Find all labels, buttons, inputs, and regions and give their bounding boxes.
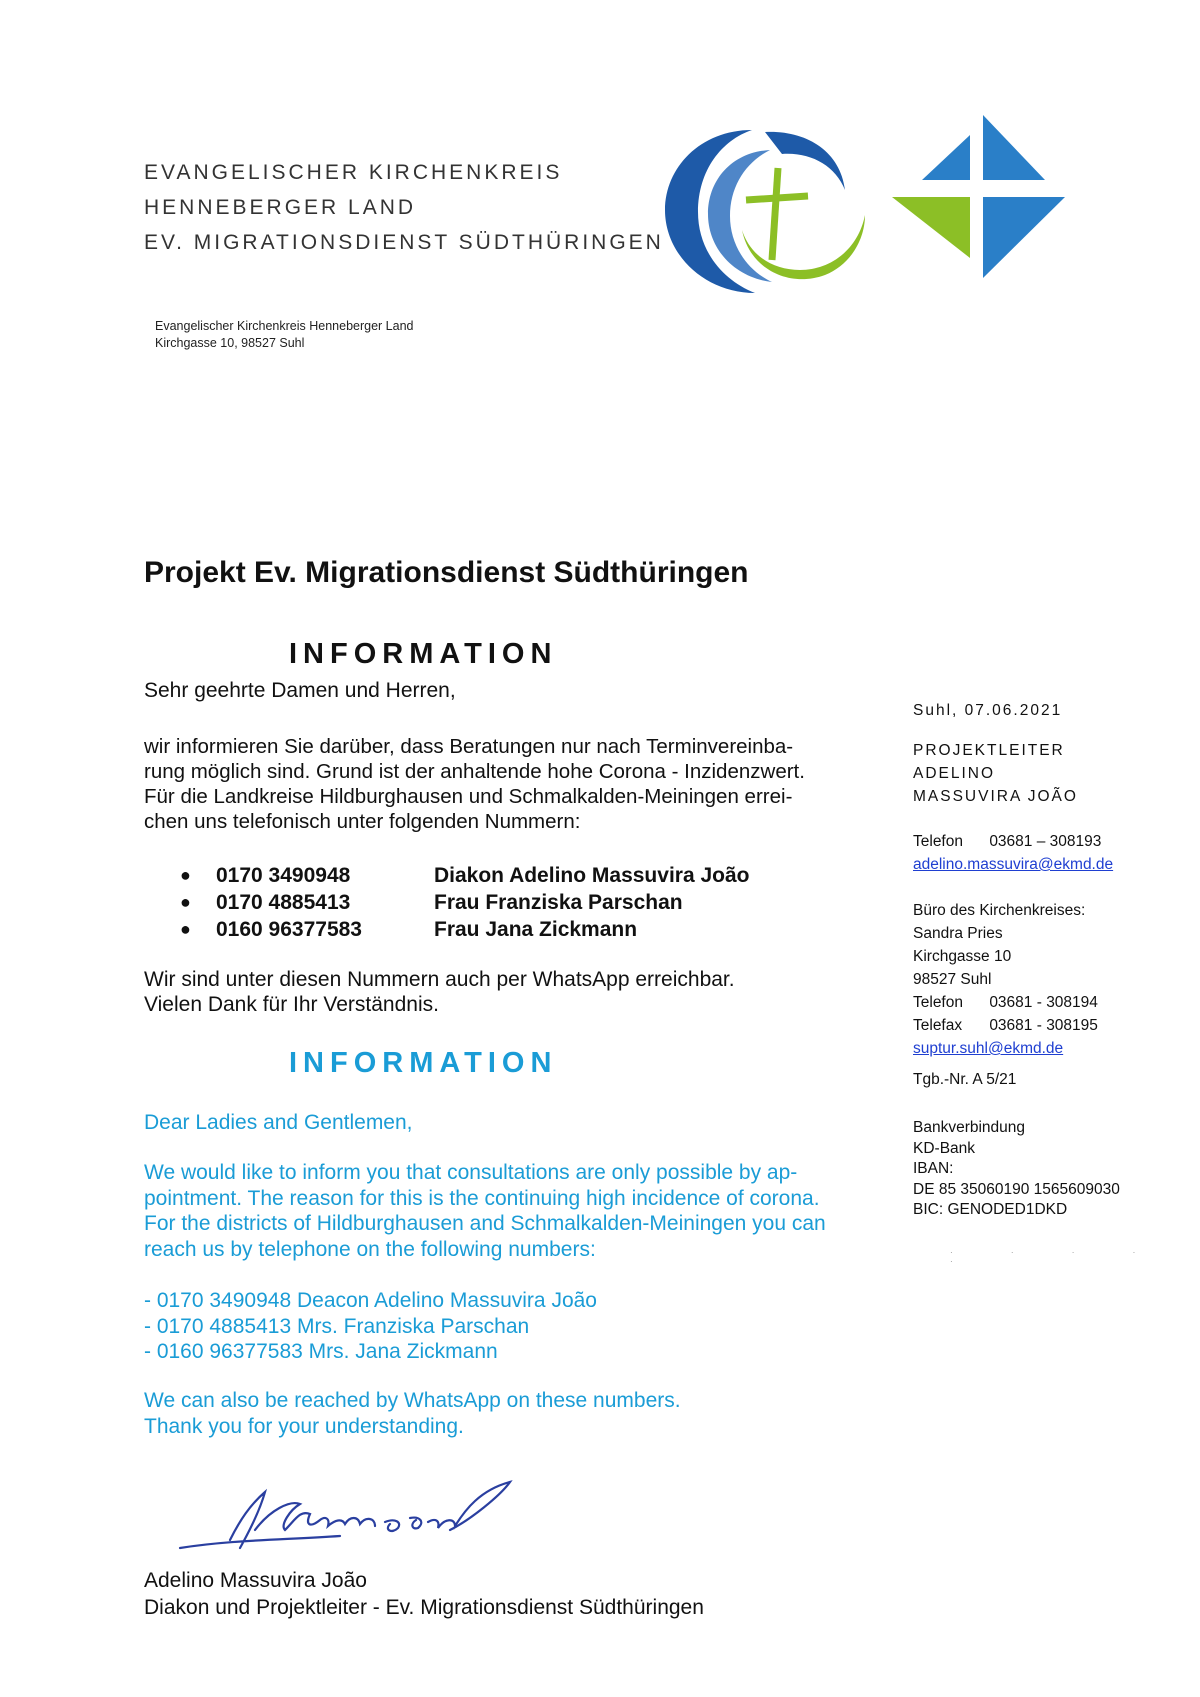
lead-contact (913, 830, 1113, 876)
thanks-line: Vielen Dank für Ihr Verständnis. (144, 993, 439, 1016)
office-phone (913, 991, 1098, 1014)
logos (660, 110, 1100, 310)
sender-line: Evangelischer Kirchenkreis Henneberger Land (155, 319, 414, 333)
org-line: HENNEBERGER LAND (144, 196, 417, 219)
paragraph-line: reach us by telephone on the following numbers: (144, 1237, 596, 1261)
org-line: EV. MIGRATIONSDIENST SÜDTHÜRINGEN (144, 231, 664, 254)
paragraph-line: chen uns telefonisch unter folgenden Nummern: (144, 810, 581, 833)
paragraph-en (144, 1160, 884, 1262)
project-lead (913, 739, 1078, 808)
phone-value: 03681 - 308194 (989, 994, 1098, 1011)
whatsapp-line: We can also be reached by WhatsApp on these numbers. (144, 1389, 681, 1412)
whatsapp-line: Wir sind unter diesen Nummern auch per WhatsApp erreichbar. (144, 968, 735, 991)
letter-date: Suhl, 07.06.2021 (913, 702, 1063, 719)
bullet-icon: ● (180, 892, 191, 912)
fax-value: 03681 - 308195 (989, 1017, 1098, 1034)
thanks-line: Thank you for your understanding. (144, 1414, 464, 1438)
iban-value: DE 85 35060190 1565609030 (913, 1180, 1120, 1198)
phone-value: 03681 – 308193 (989, 833, 1102, 850)
phone-number: 0160 96377583 (216, 917, 362, 941)
signer-role: Diakon und Projektleiter - Ev. Migrationsdienst Südthüringen (144, 1596, 704, 1619)
sender-address (155, 318, 413, 352)
paragraph-line: rung möglich sind. Grund ist der anhaltende hohe Corona - Inzidenzwert. (144, 760, 805, 783)
phone-label: Telefon (913, 833, 963, 850)
phone-number: 0170 3490948 (216, 863, 351, 887)
project-lead-line: ADELINO (913, 765, 996, 782)
phone-number: 0170 4885413 (216, 890, 351, 914)
project-lead-line: PROJEKTLEITER (913, 742, 1065, 759)
list-item (180, 916, 749, 943)
contact-name: Frau Jana Zickmann (434, 917, 638, 941)
paragraph-line: Für die Landkreise Hildburghausen und Schmalkalden-Meiningen errei- (144, 785, 793, 808)
organization-name (144, 155, 664, 260)
org-line: EVANGELISCHER KIRCHENKREIS (144, 161, 563, 184)
paragraph-line: We would like to inform you that consultations are only possible by ap- (144, 1161, 798, 1184)
list-item (180, 889, 749, 916)
office-street: Kirchgasse 10 (913, 948, 1012, 965)
greeting-de: Sehr geehrte Damen und Herren, (144, 679, 456, 702)
church-logo-icon (660, 110, 1100, 305)
decorative-dots: · · · · · (950, 1248, 1164, 1266)
project-lead-line: MASSUVIRA JOÃO (913, 788, 1078, 805)
list-item (180, 862, 749, 889)
blue-triangle-icon (983, 197, 1065, 278)
page-title: Projekt Ev. Migrationsdienst Südthüringen (144, 556, 749, 589)
cross-vertical-icon (772, 168, 778, 260)
signer (144, 1567, 704, 1621)
lead-email-link[interactable]: adelino.massuvira@ekmd.de (913, 856, 1114, 873)
office-name: Sandra Pries (913, 925, 1003, 942)
paragraph-line: pointment. The reason for this is the continuing high incidence of corona. (144, 1186, 820, 1210)
fax-label: Telefax (913, 1017, 963, 1034)
heading-information-en: INFORMATION (289, 1047, 558, 1079)
heading-information-de: INFORMATION (289, 638, 558, 670)
reference-number: Tgb.-Nr. A 5/21 (913, 1071, 1017, 1088)
iban-label: IBAN: (913, 1160, 954, 1177)
contact-name: Frau Franziska Parschan (434, 890, 683, 914)
sender-line: Kirchgasse 10, 98527 Suhl (155, 336, 305, 350)
signer-name: Adelino Massuvira João (144, 1569, 367, 1592)
bullet-icon: ● (180, 865, 191, 885)
office-contact (913, 899, 1098, 1060)
bank-name: KD-Bank (913, 1139, 976, 1157)
list-item: - 0170 3490948 Deacon Adelino Massuvira João (144, 1289, 597, 1312)
phone-label: Telefon (913, 994, 963, 1011)
green-swoosh-icon (742, 215, 865, 279)
office-heading: Büro des Kirchenkreises: (913, 902, 1086, 919)
cross-horizontal-icon (746, 196, 808, 200)
paragraph-de (144, 734, 874, 834)
office-email-link[interactable]: suptur.suhl@ekmd.de (913, 1040, 1064, 1057)
lead-phone (913, 830, 1113, 853)
paragraph-line: For the districts of Hildburghausen and Schmalkalden-Meiningen you can (144, 1212, 826, 1235)
bic-value: BIC: GENODED1DKD (913, 1201, 1068, 1218)
blue-triangle-icon (922, 135, 970, 180)
contact-list-en (144, 1288, 597, 1365)
contact-name: Diakon Adelino Massuvira João (434, 863, 750, 887)
green-triangle-icon (892, 197, 970, 258)
office-city: 98527 Suhl (913, 971, 992, 988)
contact-list-de (180, 862, 749, 943)
whatsapp-note-en (144, 1388, 681, 1439)
signature (170, 1470, 550, 1565)
bank-details (913, 1118, 1120, 1221)
whatsapp-note-de (144, 967, 735, 1017)
signature-image (170, 1470, 550, 1560)
blue-triangle-icon (983, 115, 1045, 180)
bank-heading: Bankverbindung (913, 1119, 1026, 1136)
list-item: - 0160 96377583 Mrs. Jana Zickmann (144, 1340, 498, 1363)
list-item: - 0170 4885413 Mrs. Franziska Parschan (144, 1314, 530, 1338)
paragraph-line: wir informieren Sie darüber, dass Beratungen nur nach Terminvereinba- (144, 735, 794, 758)
office-fax (913, 1014, 1098, 1037)
bullet-icon: ● (180, 919, 191, 939)
greeting-en: Dear Ladies and Gentlemen, (144, 1111, 413, 1134)
